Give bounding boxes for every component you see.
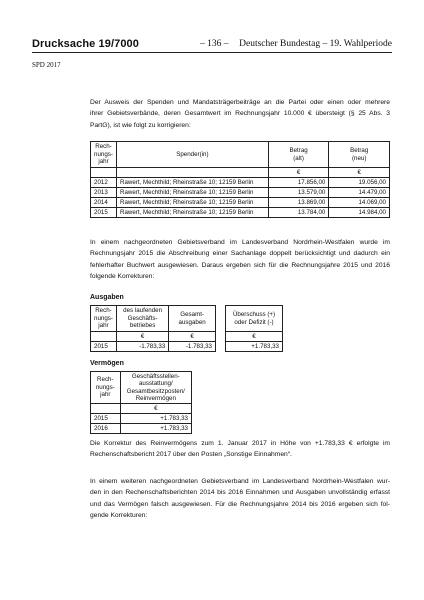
- table-row: [91, 178, 390, 188]
- column-header: Rech- nungs- jahr: [91, 306, 117, 332]
- amount-cell: +1.783,33: [226, 342, 283, 352]
- section-title-ausgaben: Ausgaben: [90, 294, 124, 301]
- unit-row: [91, 404, 192, 414]
- page-number: – 136 –: [200, 39, 229, 49]
- assets-table: [90, 371, 192, 434]
- amount-old-cell: 13.784,00: [268, 208, 329, 218]
- paragraph-correction-2: [90, 476, 390, 522]
- table-row: [91, 424, 192, 434]
- amount-new-cell: 14.984,00: [329, 208, 390, 218]
- year-cell: 2015: [91, 342, 117, 352]
- amount-old-cell: 13.579,00: [268, 188, 329, 198]
- year-cell: 2016: [91, 424, 121, 434]
- amount-cell: +1.783,33: [120, 414, 191, 424]
- paragraph-line: In einem nachgeordneten Gebietsverband im Landesverband Nordrhein-Westfalen wurde im: [90, 239, 390, 246]
- year-cell: 2014: [91, 198, 117, 208]
- amount-new-cell: 19.056,00: [329, 178, 390, 188]
- paragraph-line: Rechenschaftsbericht 2017 über den Posten „Sonstige Einnahmen“.: [90, 451, 292, 459]
- unit-row: [226, 332, 283, 342]
- donor-cell: Rawert, Mechthild; Rheinstraße 10; 12159 Berlin: [116, 188, 268, 198]
- unit-row: [91, 168, 390, 178]
- party-label: SPD 2017: [32, 61, 61, 69]
- paragraph-intro: [90, 97, 390, 131]
- donor-cell: Rawert, Mechthild; Rheinstraße 10; 12159 Berlin: [116, 208, 268, 218]
- section-title-vermoegen: Vermögen: [90, 360, 124, 367]
- column-header: Spender(in): [116, 142, 268, 168]
- year-cell: 2013: [91, 188, 117, 198]
- paragraph-reinvermoegen: [90, 438, 390, 461]
- unit-cell: €: [329, 168, 390, 178]
- amount-cell: -1.783,33: [116, 342, 168, 352]
- page-header: [32, 38, 392, 52]
- column-header: Betrag (neu): [329, 142, 390, 168]
- expenses-table: [90, 305, 216, 352]
- paragraph-line: PartG), ist wie folgt zu korrigieren:: [90, 121, 191, 129]
- unit-cell: €: [226, 332, 283, 342]
- column-header: Geschäftsstellen- ausstattung/ Gesamtbesitzposten/ Reinvermögen: [120, 372, 191, 404]
- column-header: Rech- nungs- jahr: [91, 372, 121, 404]
- column-header: Gesamt- ausgaben: [169, 306, 216, 332]
- table-header-row: [91, 372, 192, 404]
- table-row: [226, 342, 283, 352]
- paragraph-line: und das Vermögen falsch ausgewiesen. Für die Rechnungsjahre 2014 bis 2016 ergeben sich fol-: [90, 500, 390, 508]
- paragraph-line: Die Korrektur des Reinvermögens zum 1. Januar 2017 in Höhe von +1.783,33 € erfolgte im: [90, 440, 390, 447]
- unit-cell: [116, 168, 268, 178]
- column-header: des laufenden Geschäfts- betriebes: [116, 306, 168, 332]
- paragraph-line: ihrer Gebietsverbände, deren Gesamtwert im Rechnungsjahr 10.000 € übersteigt (§ 25 Abs. 3: [90, 110, 390, 118]
- paragraph-line: den in den Rechenschaftsberichten 2014 bis 2016 Einnahmen und Ausgaben unvollständig erfasst: [90, 489, 390, 497]
- document-number: Drucksache 19/7000: [32, 38, 139, 50]
- table-row: [91, 188, 390, 198]
- unit-cell: €: [169, 332, 216, 342]
- donor-cell: Rawert, Mechthild; Rheinstraße 10; 12159 Berlin: [116, 178, 268, 188]
- unit-cell: [91, 404, 121, 414]
- unit-cell: [91, 332, 117, 342]
- table-row: [91, 342, 216, 352]
- unit-row: [91, 332, 216, 342]
- unit-cell: €: [120, 404, 191, 414]
- amount-old-cell: 17.856,00: [268, 178, 329, 188]
- publisher-label: Deutscher Bundestag – 19. Wahlperiode: [239, 39, 392, 49]
- column-header: Rech- nungs- jahr: [91, 142, 117, 168]
- year-cell: 2015: [91, 208, 117, 218]
- table-header-row: [226, 306, 283, 332]
- paragraph-correction-1: [90, 237, 390, 283]
- column-header: Überschuss (+) oder Defizit (-): [226, 306, 283, 332]
- paragraph-line: In einem weiteren nachgeordneten Gebietsverband im Landesverband Nordrhein-Westfalen wur-: [90, 478, 390, 485]
- table-header-row: [91, 142, 390, 168]
- amount-cell: +1.783,33: [120, 424, 191, 434]
- table-row: [91, 198, 390, 208]
- year-cell: 2015: [91, 414, 121, 424]
- unit-cell: [91, 168, 117, 178]
- amount-new-cell: 14.479,00: [329, 188, 390, 198]
- paragraph-line: folgende Korrekturen:: [90, 273, 155, 281]
- unit-cell: €: [116, 332, 168, 342]
- column-header: Betrag (alt): [268, 142, 329, 168]
- paragraph-line: fehlerhafter Buchwert ausgewiesen. Daraus ergeben sich für die Rechnungsjahre 2015 und 2016: [90, 261, 390, 269]
- paragraph-line: Rechnungsjahr 2015 die Abschreibung einer Sachanlage doppelt berücksichtigt und dadurch ein: [90, 250, 390, 258]
- amount-cell: -1.783,33: [169, 342, 216, 352]
- donor-cell: Rawert, Mechthild; Rheinstraße 10; 12159 Berlin: [116, 198, 268, 208]
- donations-table: [90, 141, 390, 218]
- paragraph-line: gende Korrekturen:: [90, 512, 148, 520]
- table-row: [91, 208, 390, 218]
- header-rule: [32, 52, 392, 53]
- amount-old-cell: 13.869,00: [268, 198, 329, 208]
- table-header-row: [91, 306, 216, 332]
- surplus-table: [225, 305, 283, 352]
- year-cell: 2012: [91, 178, 117, 188]
- paragraph-line: Der Ausweis der Spenden und Mandatsträgerbeiträge an die Partei oder einen oder mehrere: [90, 99, 390, 106]
- amount-new-cell: 14.069,00: [329, 198, 390, 208]
- unit-cell: €: [268, 168, 329, 178]
- table-row: [91, 414, 192, 424]
